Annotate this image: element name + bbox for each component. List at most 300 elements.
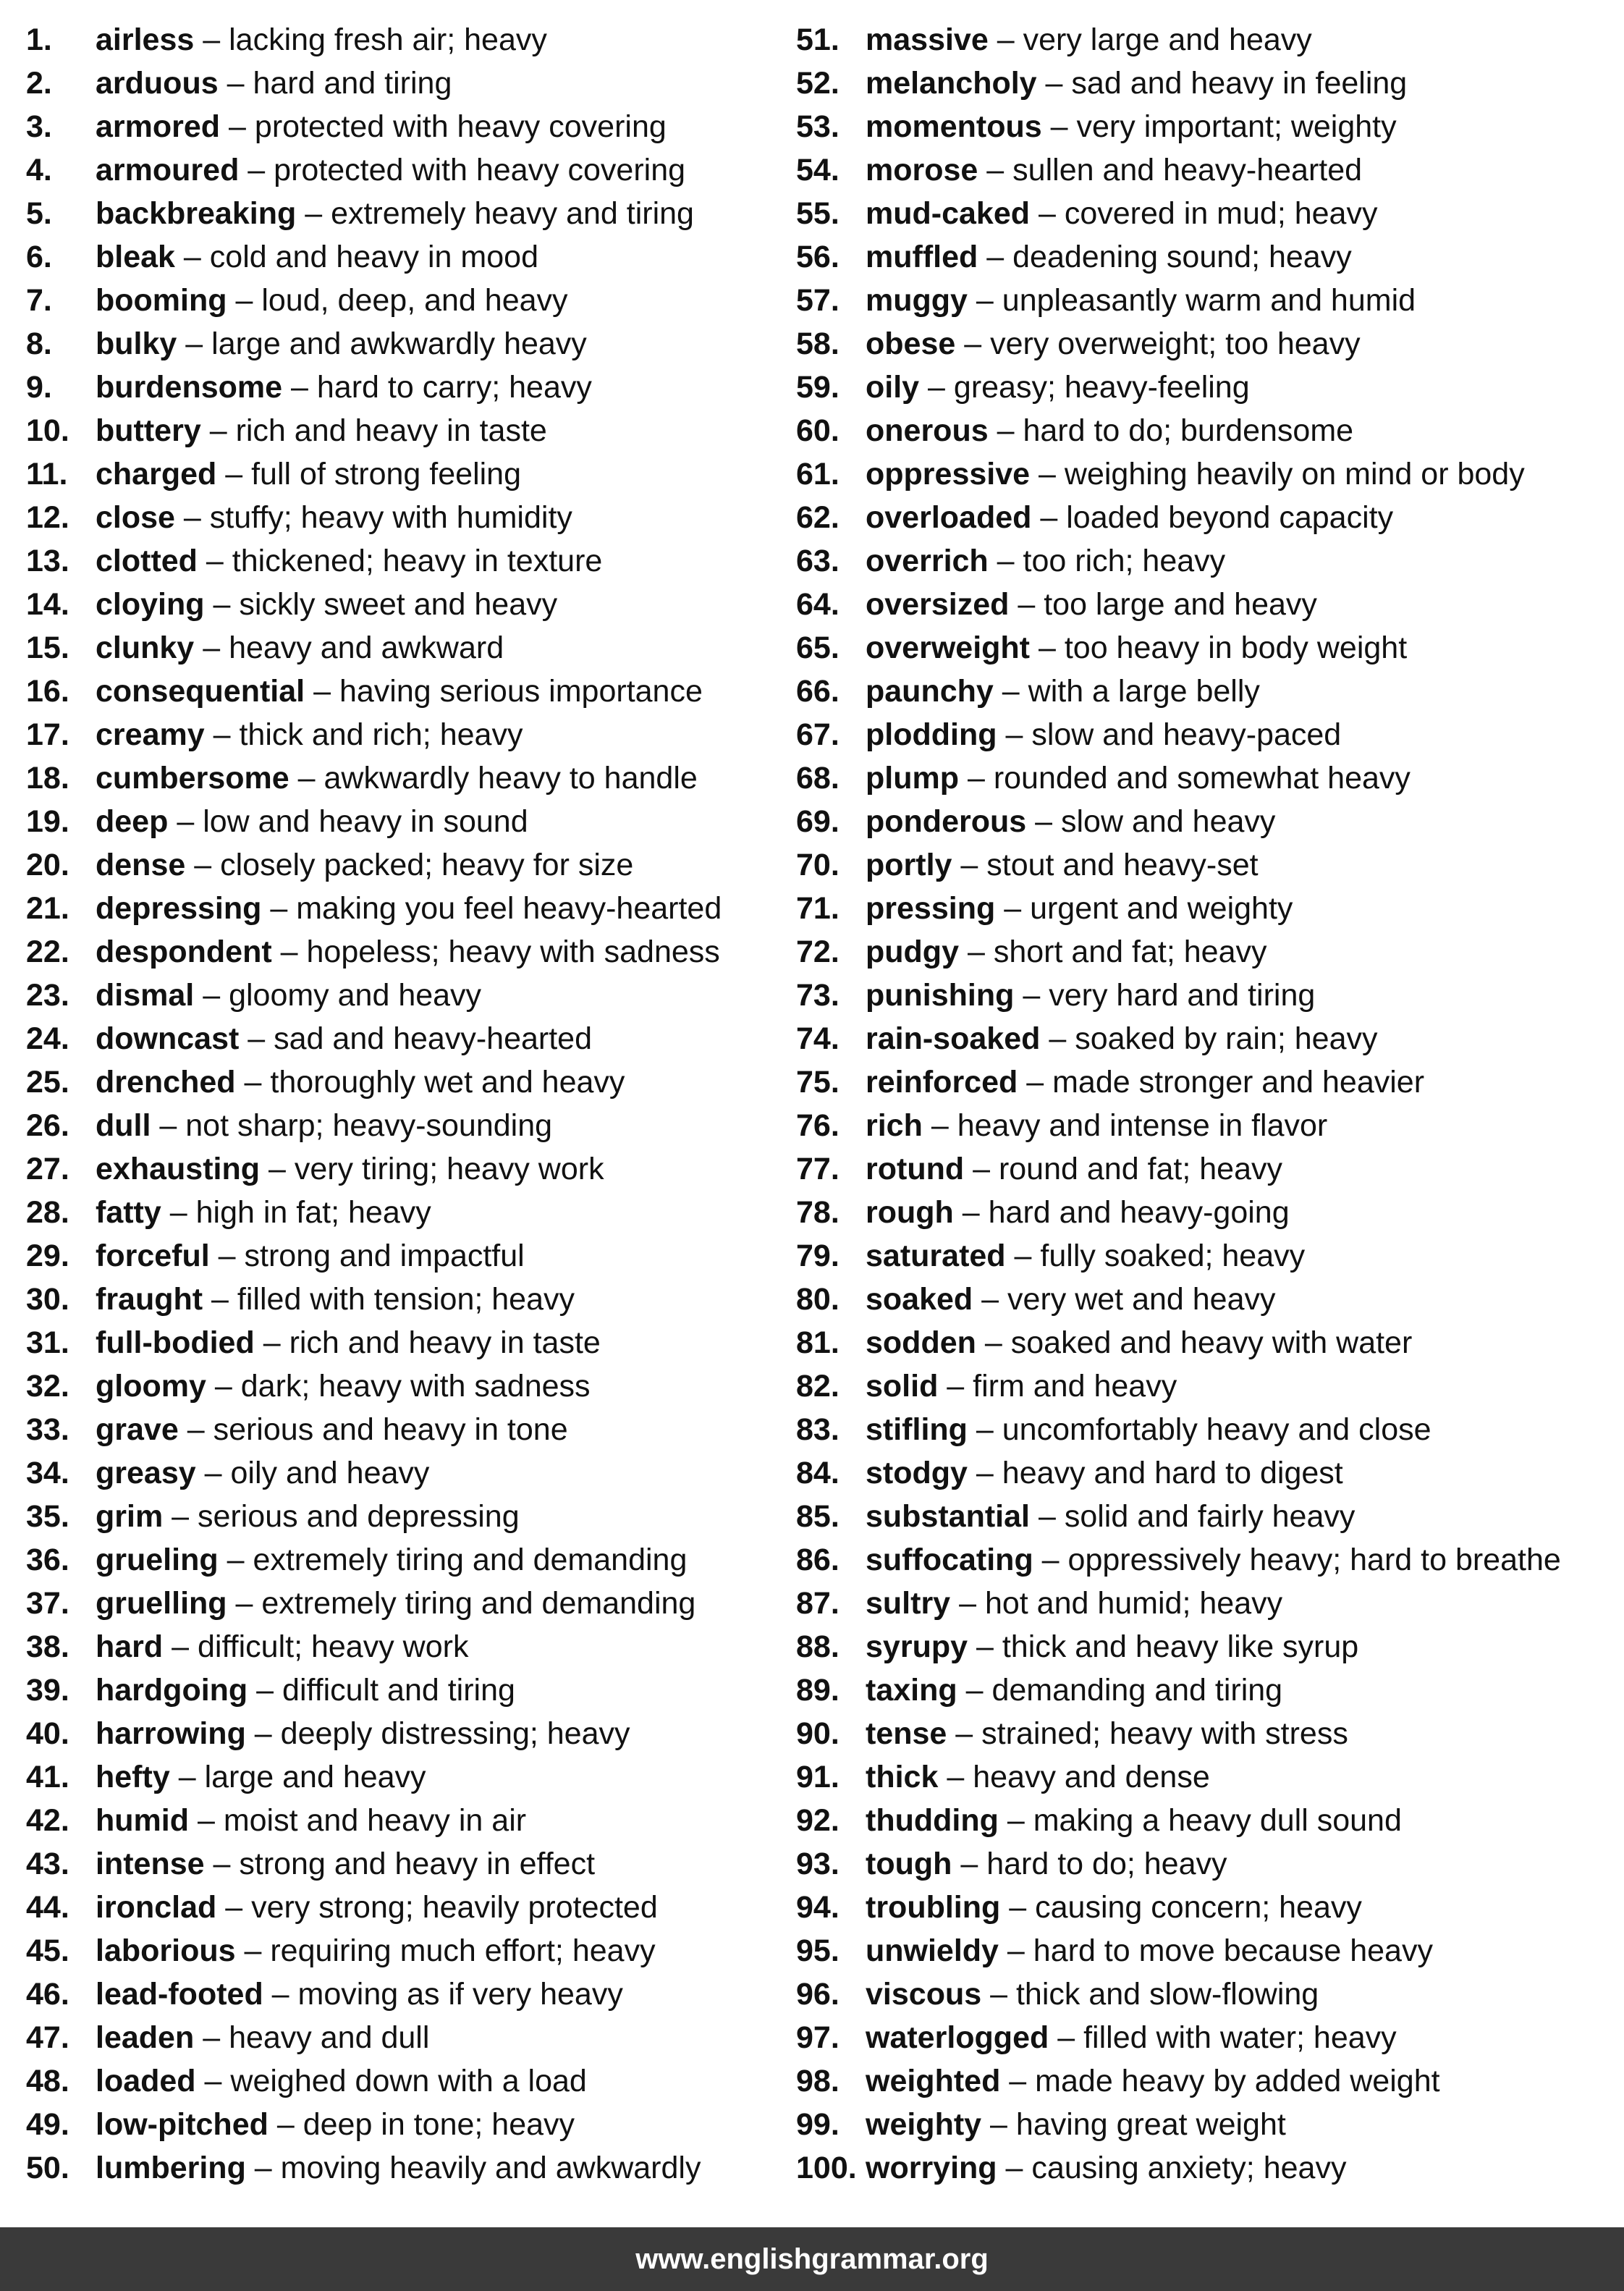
item-separator: – — [204, 1456, 222, 1490]
item-number: 87. — [796, 1586, 840, 1621]
item-definition: made heavy by added weight — [1035, 2064, 1440, 2098]
item-number: 53. — [796, 109, 840, 144]
list-item — [26, 930, 779, 974]
item-definition: low and heavy in sound — [203, 804, 528, 839]
list-item — [796, 1886, 1621, 1929]
item-separator: – — [187, 1412, 205, 1447]
item-separator: – — [197, 1803, 215, 1838]
item-definition: large and awkwardly heavy — [211, 326, 587, 361]
item-word: overweight — [866, 630, 1030, 665]
item-definition: awkwardly heavy to handle — [323, 761, 698, 796]
item-separator: – — [986, 240, 1005, 274]
list-item — [26, 1060, 779, 1104]
item-definition: hopeless; heavy with sadness — [306, 934, 720, 969]
item-number: 50. — [26, 2151, 69, 2185]
item-definition: greasy; heavy-feeling — [953, 370, 1250, 405]
item-separator: – — [235, 283, 253, 318]
list-item — [796, 496, 1621, 539]
item-number: 93. — [796, 1847, 840, 1881]
item-separator: – — [183, 500, 201, 535]
item-word: cloying — [96, 587, 205, 622]
item-separator: – — [185, 326, 203, 361]
item-word: low-pitched — [96, 2107, 268, 2142]
item-definition: thick and slow-flowing — [1015, 1977, 1319, 2012]
item-separator: – — [276, 2107, 295, 2142]
item-definition: loud, deep, and heavy — [261, 283, 568, 318]
item-separator: – — [177, 804, 195, 839]
item-word: booming — [96, 283, 227, 318]
item-number: 40. — [26, 1716, 69, 1751]
item-definition: heavy and dense — [973, 1760, 1210, 1794]
item-separator: – — [291, 370, 308, 405]
list-item — [26, 1495, 779, 1538]
list-item — [26, 1668, 779, 1712]
item-word: muffled — [866, 240, 978, 274]
item-number: 67. — [796, 717, 840, 752]
item-separator: – — [1039, 457, 1056, 491]
item-separator: – — [1038, 1499, 1056, 1534]
item-definition: heavy and dull — [229, 2020, 430, 2055]
item-definition: high in fat; heavy — [195, 1195, 431, 1230]
list-item — [26, 2016, 779, 2059]
item-definition: sad and heavy-hearted — [274, 1021, 593, 1056]
item-number: 37. — [26, 1586, 69, 1621]
list-item — [26, 1321, 779, 1364]
item-separator: – — [297, 761, 316, 796]
item-definition: very overweight; too heavy — [990, 326, 1361, 361]
item-number: 33. — [26, 1412, 69, 1447]
item-number: 91. — [796, 1760, 840, 1794]
item-word: downcast — [96, 1021, 240, 1056]
item-word: consequential — [96, 674, 305, 709]
item-word: charged — [96, 457, 217, 491]
item-definition: strong and impactful — [244, 1239, 525, 1273]
item-separator: – — [984, 1325, 1002, 1360]
item-word: harrowing — [96, 1716, 246, 1751]
item-separator: – — [227, 1543, 245, 1577]
item-separator: – — [973, 1152, 990, 1186]
item-word: suffocating — [866, 1543, 1033, 1577]
list-item — [796, 1842, 1621, 1886]
item-number: 83. — [796, 1412, 840, 1447]
item-word: waterlogged — [866, 2020, 1049, 2055]
item-word: armoured — [96, 153, 240, 187]
item-separator: – — [204, 2064, 222, 2098]
item-definition: oppressively heavy; hard to breathe — [1067, 1543, 1561, 1577]
item-definition: too large and heavy — [1044, 587, 1317, 622]
item-separator: – — [947, 1760, 965, 1794]
item-word: overloaded — [866, 500, 1032, 535]
item-number: 80. — [796, 1282, 840, 1317]
item-number: 52. — [796, 66, 840, 101]
list-item — [26, 1755, 779, 1799]
list-item — [26, 1364, 779, 1408]
item-word: pudgy — [866, 934, 959, 969]
item-definition: with a large belly — [1028, 674, 1260, 709]
list-item — [26, 1408, 779, 1451]
item-word: unwieldy — [866, 1933, 999, 1968]
item-word: loaded — [96, 2064, 196, 2098]
item-word: substantial — [866, 1499, 1030, 1534]
list-item — [796, 235, 1621, 279]
list-item — [796, 1799, 1621, 1842]
item-number: 84. — [796, 1456, 840, 1490]
item-separator: – — [235, 1586, 253, 1621]
item-word: hefty — [96, 1760, 170, 1794]
item-definition: weighed down with a load — [230, 2064, 587, 2098]
item-definition: very large and heavy — [1023, 22, 1312, 57]
item-definition: uncomfortably heavy and close — [1002, 1412, 1431, 1447]
item-separator: – — [965, 1673, 984, 1708]
item-separator: – — [1023, 978, 1041, 1013]
item-word: forceful — [96, 1239, 210, 1273]
footer-url[interactable]: www.englishgrammar.org — [635, 2243, 989, 2275]
item-word: airless — [96, 22, 195, 57]
item-number: 32. — [26, 1369, 69, 1404]
list-item — [26, 2146, 779, 2190]
list-item — [26, 1278, 779, 1321]
item-word: momentous — [866, 109, 1042, 144]
item-definition: moist and heavy in air — [223, 1803, 527, 1838]
list-item — [26, 756, 779, 800]
item-word: muggy — [866, 283, 968, 318]
item-number: 15. — [26, 630, 69, 665]
list-item — [26, 62, 779, 105]
item-number: 30. — [26, 1282, 69, 1317]
item-word: grim — [96, 1499, 164, 1534]
list-item — [796, 105, 1621, 148]
item-word: rough — [866, 1195, 954, 1230]
list-item — [796, 1929, 1621, 1973]
item-separator: – — [254, 2151, 272, 2185]
item-word: bulky — [96, 326, 177, 361]
item-separator: – — [244, 1933, 262, 1968]
item-separator: – — [928, 370, 945, 405]
item-word: hardgoing — [96, 1673, 248, 1708]
list-item — [796, 1973, 1621, 2016]
item-definition: thick and rich; heavy — [239, 717, 523, 752]
item-number: 44. — [26, 1890, 69, 1925]
item-word: portly — [866, 848, 952, 882]
item-number: 8. — [26, 326, 52, 361]
item-separator: – — [931, 1108, 949, 1143]
list-item — [796, 1495, 1621, 1538]
item-number: 90. — [796, 1716, 840, 1751]
item-separator: – — [172, 1499, 190, 1534]
item-number: 16. — [26, 674, 69, 709]
item-word: stifling — [866, 1412, 968, 1447]
item-definition: hard to move because heavy — [1033, 1933, 1433, 1968]
item-separator: – — [203, 630, 221, 665]
item-number: 54. — [796, 153, 840, 187]
list-item — [796, 974, 1621, 1017]
item-definition: lacking fresh air; heavy — [229, 22, 547, 57]
list-item — [796, 930, 1621, 974]
item-definition: thoroughly wet and heavy — [270, 1065, 625, 1100]
item-word: rain-soaked — [866, 1021, 1041, 1056]
item-word: troubling — [866, 1890, 1001, 1925]
item-number: 61. — [796, 457, 840, 491]
list-item — [26, 583, 779, 626]
item-definition: loaded beyond capacity — [1066, 500, 1394, 535]
list-item — [796, 1191, 1621, 1234]
item-number: 79. — [796, 1239, 840, 1273]
item-word: reinforced — [866, 1065, 1018, 1100]
item-separator: – — [1005, 2151, 1023, 2185]
item-word: mud-caked — [866, 196, 1031, 231]
item-word: lumbering — [96, 2151, 246, 2185]
item-definition: urgent and weighty — [1030, 891, 1293, 926]
list-item — [26, 1625, 779, 1668]
item-separator: – — [990, 1977, 1008, 2012]
item-number: 92. — [796, 1803, 840, 1838]
item-number: 62. — [796, 500, 840, 535]
item-word: backbreaking — [96, 196, 297, 231]
item-separator: – — [981, 1282, 999, 1317]
item-number: 34. — [26, 1456, 69, 1490]
item-number: 74. — [796, 1021, 840, 1056]
item-number: 1. — [26, 22, 52, 57]
list-item — [796, 887, 1621, 930]
item-number: 36. — [26, 1543, 69, 1577]
item-definition: very important; weighty — [1076, 109, 1397, 144]
item-number: 66. — [796, 674, 840, 709]
item-separator: – — [986, 153, 1005, 187]
item-separator: – — [1004, 891, 1022, 926]
list-item — [796, 1538, 1621, 1582]
item-number: 51. — [796, 22, 840, 57]
item-separator: – — [206, 544, 224, 578]
word-list-right-column — [796, 18, 1621, 2190]
item-separator: – — [209, 413, 227, 448]
item-number: 88. — [796, 1629, 840, 1664]
item-number: 82. — [796, 1369, 840, 1404]
list-item — [796, 18, 1621, 62]
item-number: 3. — [26, 109, 52, 144]
item-definition: strained; heavy with stress — [981, 1716, 1348, 1751]
item-word: leaden — [96, 2020, 195, 2055]
item-word: syrupy — [866, 1629, 968, 1664]
item-word: grave — [96, 1412, 179, 1447]
item-separator: – — [263, 1325, 281, 1360]
item-definition: causing concern; heavy — [1035, 1890, 1362, 1925]
item-separator: – — [203, 978, 221, 1013]
list-item — [26, 1147, 779, 1191]
item-number: 23. — [26, 978, 69, 1013]
item-word: arduous — [96, 66, 219, 101]
footer-bar — [0, 2227, 1624, 2291]
item-definition: soaked and heavy with water — [1010, 1325, 1413, 1360]
item-number: 22. — [26, 934, 69, 969]
item-separator: – — [976, 283, 994, 318]
item-definition: hard and heavy-going — [988, 1195, 1290, 1230]
item-definition: causing anxiety; heavy — [1031, 2151, 1347, 2185]
list-item — [796, 192, 1621, 235]
item-word: weighted — [866, 2064, 1001, 2098]
item-separator: – — [1007, 1933, 1025, 1968]
item-definition: hard to do; heavy — [986, 1847, 1227, 1881]
item-number: 12. — [26, 500, 69, 535]
item-number: 21. — [26, 891, 69, 926]
item-separator: – — [169, 1195, 187, 1230]
item-number: 42. — [26, 1803, 69, 1838]
list-item — [796, 800, 1621, 843]
item-separator: – — [313, 674, 331, 709]
item-definition: short and fat; heavy — [993, 934, 1267, 969]
list-item — [796, 670, 1621, 713]
item-separator: – — [1050, 109, 1068, 144]
item-word: thudding — [866, 1803, 999, 1838]
item-number: 57. — [796, 283, 840, 318]
list-item — [796, 1147, 1621, 1191]
item-number: 59. — [796, 370, 840, 405]
list-item — [796, 452, 1621, 496]
item-separator: – — [280, 934, 298, 969]
item-definition: having serious importance — [339, 674, 703, 709]
item-definition: extremely tiring and demanding — [261, 1586, 696, 1621]
list-item — [26, 670, 779, 713]
list-item — [796, 1060, 1621, 1104]
item-word: full-bodied — [96, 1325, 255, 1360]
item-word: creamy — [96, 717, 205, 752]
item-definition: hot and humid; heavy — [984, 1586, 1283, 1621]
item-number: 31. — [26, 1325, 69, 1360]
item-separator: – — [270, 891, 288, 926]
item-number: 69. — [796, 804, 840, 839]
item-definition: thickened; heavy in texture — [232, 544, 603, 578]
item-separator: – — [959, 1586, 976, 1621]
item-word: cumbersome — [96, 761, 289, 796]
item-separator: – — [214, 1369, 232, 1404]
item-number: 43. — [26, 1847, 69, 1881]
list-item — [26, 192, 779, 235]
item-separator: – — [268, 1152, 286, 1186]
item-word: weighty — [866, 2107, 982, 2142]
item-separator: – — [997, 22, 1015, 57]
item-word: stodgy — [866, 1456, 968, 1490]
item-definition: rich and heavy in taste — [289, 1325, 601, 1360]
item-word: tough — [866, 1847, 952, 1881]
item-definition: strong and heavy in effect — [239, 1847, 596, 1881]
list-item — [796, 2059, 1621, 2103]
item-word: obese — [866, 326, 956, 361]
item-number: 70. — [796, 848, 840, 882]
item-number: 46. — [26, 1977, 69, 2012]
item-separator: – — [955, 1716, 973, 1751]
item-number: 86. — [796, 1543, 840, 1577]
item-separator: – — [997, 544, 1015, 578]
item-definition: soaked by rain; heavy — [1075, 1021, 1378, 1056]
list-item — [796, 148, 1621, 192]
word-list — [0, 18, 1624, 2190]
list-item — [26, 366, 779, 409]
list-item — [796, 539, 1621, 583]
item-definition: extremely heavy and tiring — [331, 196, 694, 231]
item-separator: – — [194, 848, 212, 882]
item-number: 17. — [26, 717, 69, 752]
item-word: lead-footed — [96, 1977, 263, 2012]
item-word: oppressive — [866, 457, 1031, 491]
item-word: sultry — [866, 1586, 951, 1621]
list-item — [26, 887, 779, 930]
item-word: morose — [866, 153, 978, 187]
item-definition: heavy and hard to digest — [1002, 1456, 1343, 1490]
item-separator: – — [211, 1282, 229, 1317]
list-item — [26, 1104, 779, 1147]
item-definition: requiring much effort; heavy — [270, 1933, 656, 1968]
list-item — [26, 1712, 779, 1755]
item-separator: – — [1026, 1065, 1044, 1100]
item-number: 9. — [26, 370, 52, 405]
list-item — [796, 2103, 1621, 2146]
item-definition: difficult and tiring — [282, 1673, 515, 1708]
item-separator: – — [990, 2107, 1007, 2142]
list-item — [796, 1582, 1621, 1625]
list-item — [26, 974, 779, 1017]
item-number: 98. — [796, 2064, 840, 2098]
item-word: melancholy — [866, 66, 1037, 101]
list-item — [796, 1408, 1621, 1451]
list-item — [26, 1582, 779, 1625]
item-definition: made stronger and heavier — [1052, 1065, 1425, 1100]
item-word: paunchy — [866, 674, 994, 709]
item-word: dull — [96, 1108, 151, 1143]
item-word: clunky — [96, 630, 195, 665]
item-separator: – — [1057, 2020, 1075, 2055]
list-item — [26, 626, 779, 670]
list-item — [26, 1017, 779, 1060]
list-item — [26, 2059, 779, 2103]
item-number: 6. — [26, 240, 52, 274]
item-definition: too heavy in body weight — [1064, 630, 1408, 665]
list-item — [26, 713, 779, 756]
list-item — [796, 1668, 1621, 1712]
item-word: greasy — [96, 1456, 196, 1490]
item-word: ironclad — [96, 1890, 217, 1925]
list-item — [796, 1364, 1621, 1408]
item-number: 47. — [26, 2020, 69, 2055]
item-separator: – — [244, 1065, 262, 1100]
item-definition: making a heavy dull sound — [1033, 1803, 1402, 1838]
item-number: 20. — [26, 848, 69, 882]
item-word: depressing — [96, 891, 262, 926]
item-word: laborious — [96, 1933, 236, 1968]
list-item — [796, 1712, 1621, 1755]
item-separator: – — [1014, 1239, 1032, 1273]
list-item — [796, 626, 1621, 670]
item-definition: demanding and tiring — [991, 1673, 1283, 1708]
item-definition: very hard and tiring — [1049, 978, 1316, 1013]
item-word: plodding — [866, 717, 997, 752]
item-separator: – — [213, 1847, 231, 1881]
item-word: drenched — [96, 1065, 236, 1100]
item-word: bleak — [96, 240, 175, 274]
list-item — [796, 279, 1621, 322]
item-number: 65. — [796, 630, 840, 665]
item-definition: solid and fairly heavy — [1064, 1499, 1356, 1534]
item-definition: heavy and intense in flavor — [957, 1108, 1328, 1143]
item-number: 55. — [796, 196, 840, 231]
list-item — [26, 1191, 779, 1234]
item-separator: – — [947, 1369, 965, 1404]
item-word: exhausting — [96, 1152, 260, 1186]
item-separator: – — [1018, 587, 1036, 622]
item-number: 85. — [796, 1499, 840, 1534]
item-definition: rich and heavy in taste — [235, 413, 547, 448]
item-number: 60. — [796, 413, 840, 448]
item-separator: – — [225, 1890, 243, 1925]
item-separator: – — [960, 1847, 978, 1881]
